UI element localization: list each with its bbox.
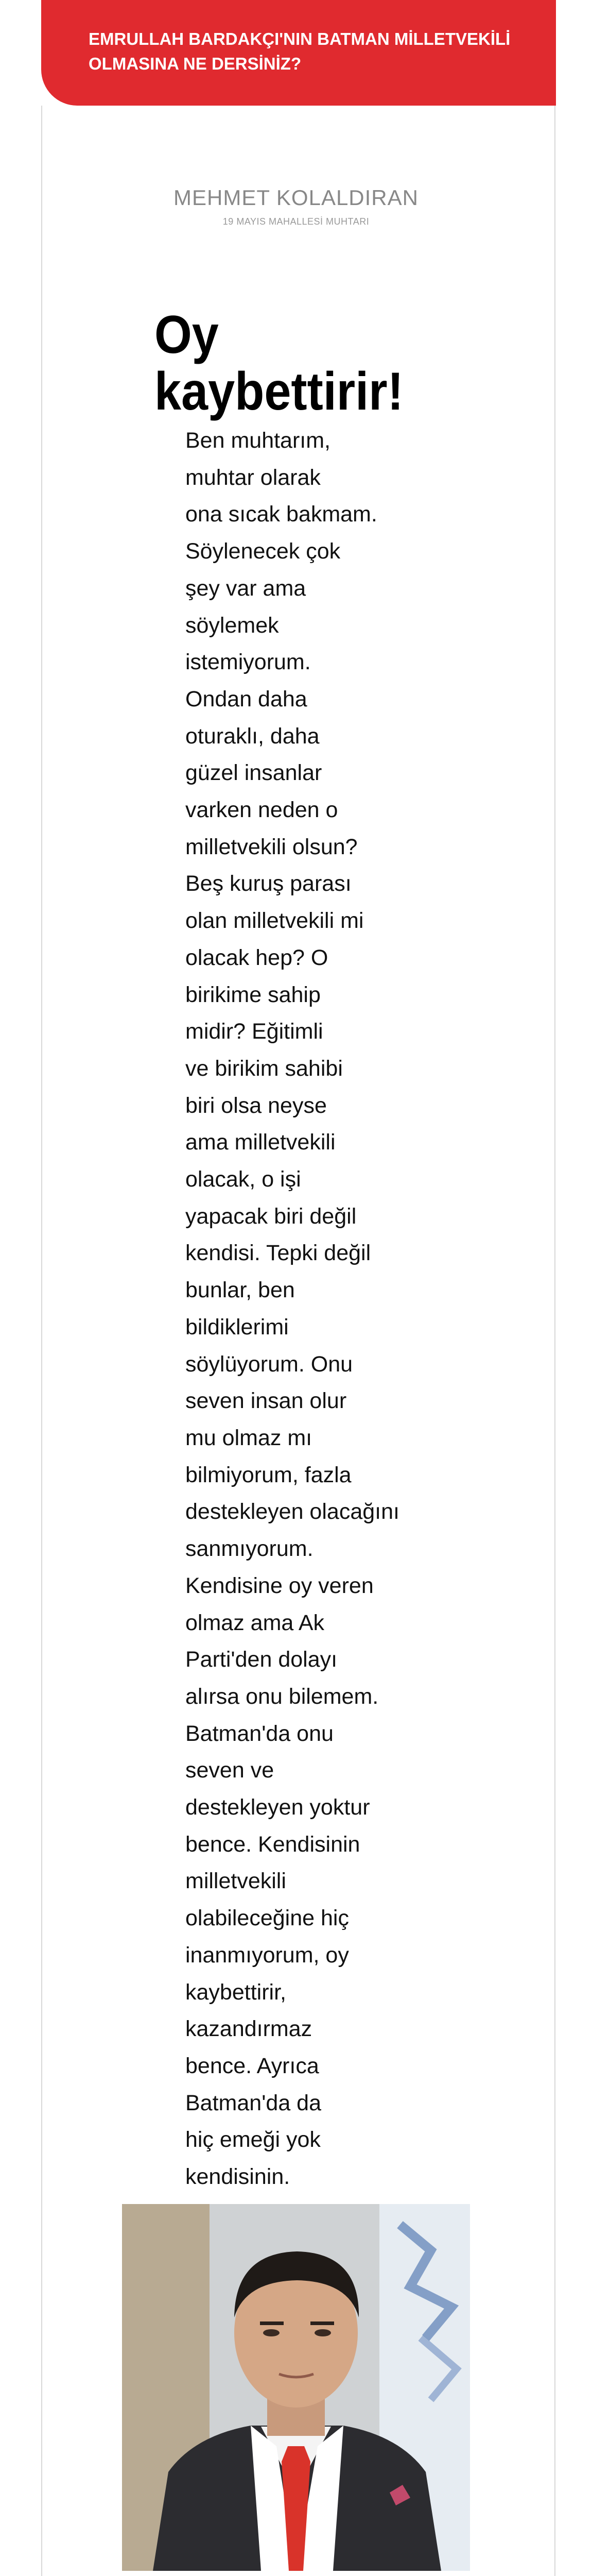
body-line: Ondan daha xyxy=(185,686,307,711)
headline-line-2: kaybettirir! xyxy=(154,362,404,421)
portrait-photo xyxy=(122,2204,470,2571)
body-line: olmaz ama Ak xyxy=(185,1610,325,1635)
body-line: milletvekili xyxy=(185,1869,286,1894)
body-line: sanmıyorum. xyxy=(185,1536,314,1562)
body-line: biri olsa neyse xyxy=(185,1093,327,1118)
header-banner xyxy=(41,0,556,106)
body-line: Batman'da da xyxy=(185,2090,322,2115)
portrait-illustration xyxy=(122,2204,470,2571)
headline-line-1: Oy xyxy=(154,305,219,365)
body-line: Batman'da onu xyxy=(185,1721,334,1746)
body-line: alırsa onu bilemem. xyxy=(185,1684,379,1709)
body-line: varken neden o xyxy=(185,798,338,823)
body-line: kaybettirir, xyxy=(185,1979,286,2005)
body-line: Beş kuruş parası xyxy=(185,871,352,896)
body-line: Kendisine oy veren xyxy=(185,1573,374,1598)
body-line: yapacak biri değil xyxy=(185,1204,357,1229)
body-line: bilmiyorum, fazla xyxy=(185,1462,352,1487)
body-line: ona sıcak bakmam. xyxy=(185,502,377,527)
body-line: milletvekili olsun? xyxy=(185,834,358,859)
header-title-line-2: OLMASINA NE DERSİNİZ? xyxy=(89,54,302,73)
body-line: bence. Ayrıca xyxy=(185,2053,319,2078)
body-line: seven ve xyxy=(185,1758,274,1783)
body-line: güzel insanlar xyxy=(185,760,322,786)
body-line: seven insan olur xyxy=(185,1388,347,1414)
body-line: bunlar, ben xyxy=(185,1278,295,1303)
left-border xyxy=(41,106,42,2576)
body-line: bence. Kendisinin xyxy=(185,1832,360,1857)
body-line: kendisi. Tepki değil xyxy=(185,1241,371,1266)
body-line: birikime sahip xyxy=(185,982,321,1007)
header-title-line-1: EMRULLAH BARDAKÇI'NIN BATMAN MİLLETVEKİLİ xyxy=(89,29,511,48)
right-border xyxy=(554,106,555,2576)
body-line: mu olmaz mı xyxy=(185,1425,312,1450)
author-role: 19 MAYIS MAHALLESİ MUHTARI xyxy=(222,216,370,227)
author-name: MEHMET KOLALDIRAN xyxy=(173,185,419,210)
body-line: istemiyorum. xyxy=(185,650,311,675)
body-line: ama milletvekili xyxy=(185,1130,336,1155)
body-line: söylemek xyxy=(185,613,279,638)
body-line: Ben muhtarım, xyxy=(185,428,330,453)
body-line: muhtar olarak xyxy=(185,465,321,490)
article-body xyxy=(185,422,402,2196)
body-line: kazandırmaz xyxy=(185,2016,312,2042)
body-line: kendisinin. xyxy=(185,2164,290,2190)
body-line: olabileceğine hiç xyxy=(185,1906,349,1931)
body-line: olacak hep? O xyxy=(185,945,328,970)
headline xyxy=(154,307,479,420)
body-line: olan milletvekili mi xyxy=(185,908,364,934)
body-line: hiç emeği yok xyxy=(185,2127,321,2153)
body-line: oturaklı, daha xyxy=(185,723,320,749)
body-line: bildiklerimi xyxy=(185,1314,289,1340)
body-line: olacak, o işi xyxy=(185,1167,301,1192)
body-line: şey var ama xyxy=(185,575,306,601)
body-line: söylüyorum. Onu xyxy=(185,1351,353,1377)
body-line: Parti'den dolayı xyxy=(185,1647,338,1672)
body-line: inanmıyorum, oy xyxy=(185,1942,349,1968)
body-line: midir? Eğitimli xyxy=(185,1019,323,1044)
body-line: destekleyen yoktur xyxy=(185,1795,370,1820)
body-line: Söylenecek çok xyxy=(185,539,341,564)
body-line: destekleyen olacağını xyxy=(185,1499,399,1524)
body-line: ve birikim sahibi xyxy=(185,1056,343,1081)
